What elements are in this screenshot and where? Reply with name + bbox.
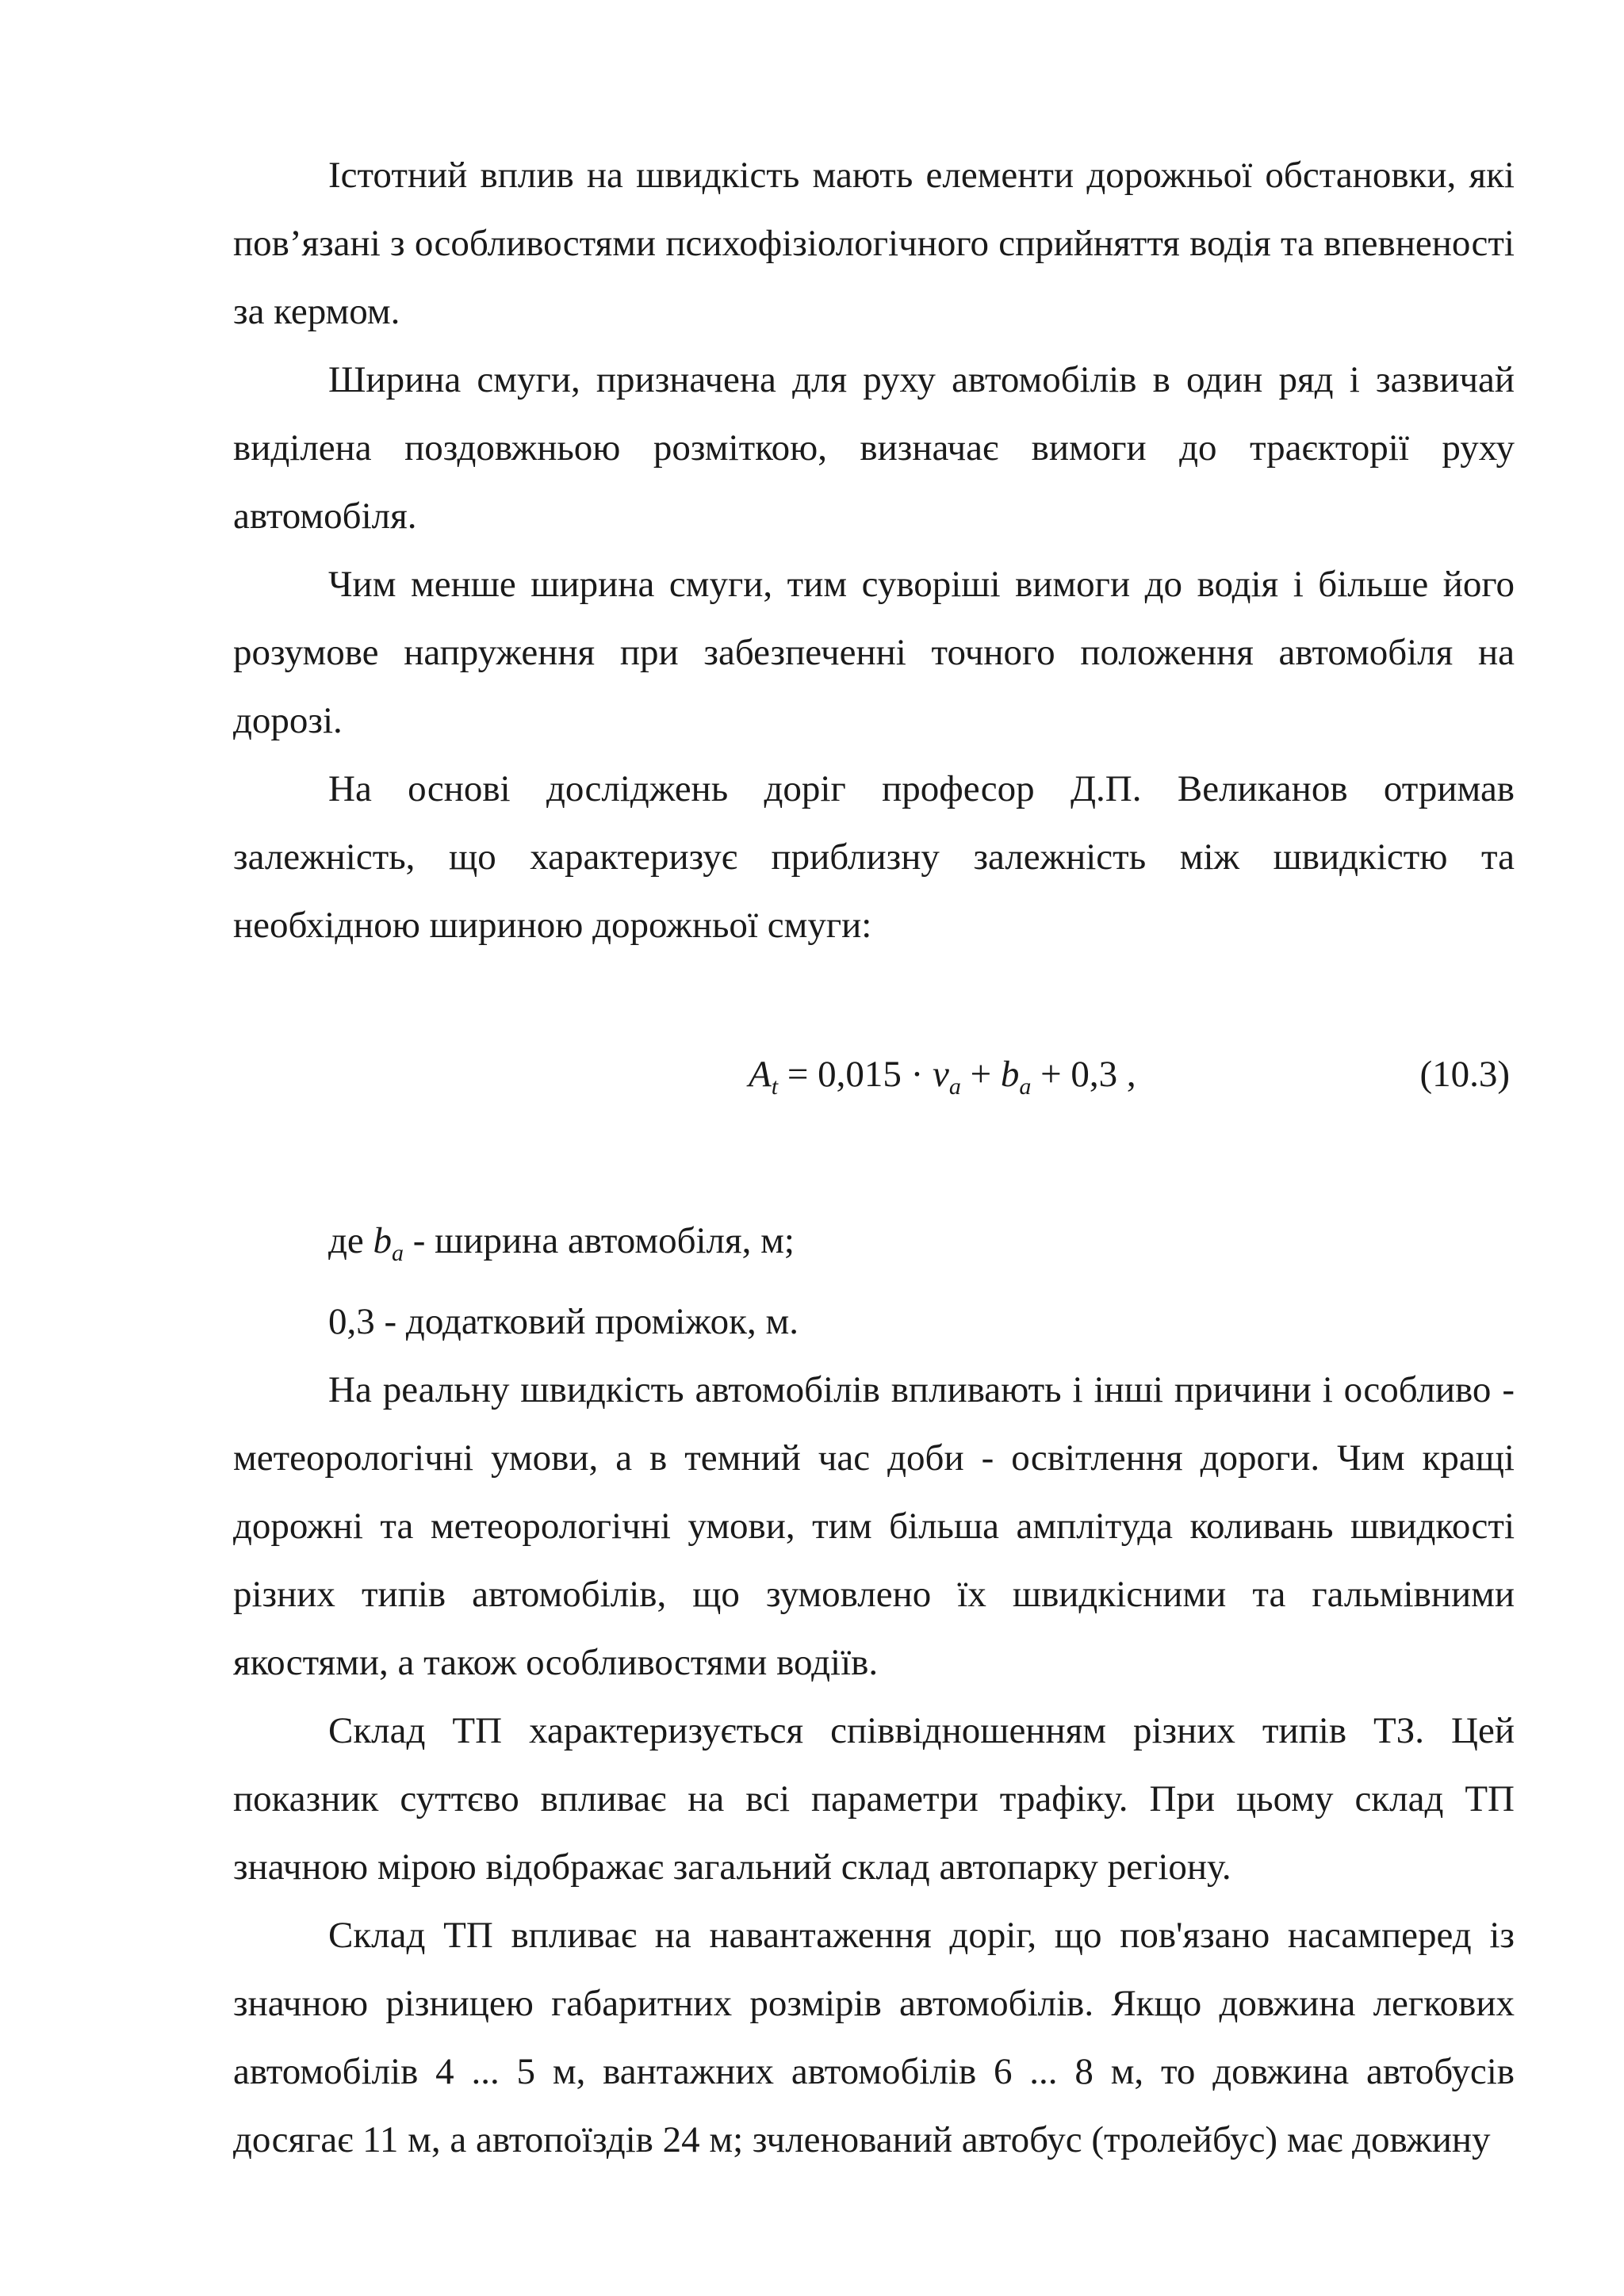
- formula-plus: +: [960, 1054, 1001, 1095]
- definition-1-sub: a: [392, 1240, 404, 1266]
- formula-lhs-symbol: A: [749, 1054, 772, 1095]
- formula-b-sub: a: [1019, 1073, 1032, 1100]
- definition-2: 0,3 - додатковий проміжок, м.: [328, 1301, 799, 1342]
- definition-1-prefix: де: [328, 1220, 373, 1261]
- paragraph-5: На реальну швидкість автомобілів впливають і інші причини і особливо - метеорологічні умови, а в темний час доби - освітлення дороги. Чим кращі дорожні та метеорологічні умови, тим більша амплітуда коливань швидкості різних типів автомобілів, що зумовлено їх швидкісними та гальмівними якостями, а також особливостями водіїв.: [233, 1369, 1515, 1683]
- document-page: [233, 141, 1515, 2174]
- paragraph-4: На основі досліджень доріг професор Д.П. Великанов отримав залежність, що характеризує приблизну залежність між швидкістю та необхідною шириною дорожньої смуги:: [233, 768, 1515, 946]
- formula-b-symbol: b: [1000, 1054, 1020, 1095]
- definition-1-text: - ширина автомобіля, м;: [404, 1220, 795, 1261]
- paragraph-6: Склад ТП характеризується співвідношенням різних типів ТЗ. Цей показник суттєво впливає на всі параметри трафіку. При цьому склад ТП значною мірою відображає загальний склад автопарку регіону.: [233, 1710, 1515, 1888]
- formula-lhs-sub: t: [771, 1073, 779, 1100]
- definition-1-symbol: b: [373, 1220, 393, 1261]
- formula-tail: + 0,3 ,: [1031, 1054, 1136, 1095]
- paragraph-2: Ширина смуги, призначена для руху автомобілів в один ряд і зазвичай виділена поздовжньою розміткою, визначає вимоги до траєкторії руху автомобіля.: [233, 359, 1515, 537]
- formula: [749, 1053, 1136, 1100]
- formula-coef: = 0,015 ·: [778, 1054, 933, 1095]
- paragraph-7: Склад ТП впливає на навантаження доріг, що пов'язано насамперед із значною різницею габаритних розмірів автомобілів. Якщо довжина легкових автомобілів 4 ... 5 м, вантажних автомобілів 6 ... 8 м, то довжина автобусів досягає 11 м, а автопоїздів 24 м; зчленований автобус (тролейбус) має довжину: [233, 1915, 1515, 2160]
- formula-v-symbol: v: [932, 1054, 949, 1095]
- formula-v-sub: a: [948, 1073, 961, 1100]
- paragraph-3: Чим менше ширина смуги, тим суворіші вимоги до водія і більше його розумове напруження при забезпеченні точного положення автомобіля на дорозі.: [233, 564, 1515, 741]
- formula-row: [233, 1053, 1515, 1121]
- paragraph-1: Істотний вплив на швидкість мають елементи дорожньої обстановки, які пов’язані з особливостями психофізіологічного сприйняття водія та впевненості за кермом.: [233, 155, 1515, 332]
- definition-1: [233, 1207, 1515, 1288]
- equation-number: (10.3): [1419, 1054, 1510, 1095]
